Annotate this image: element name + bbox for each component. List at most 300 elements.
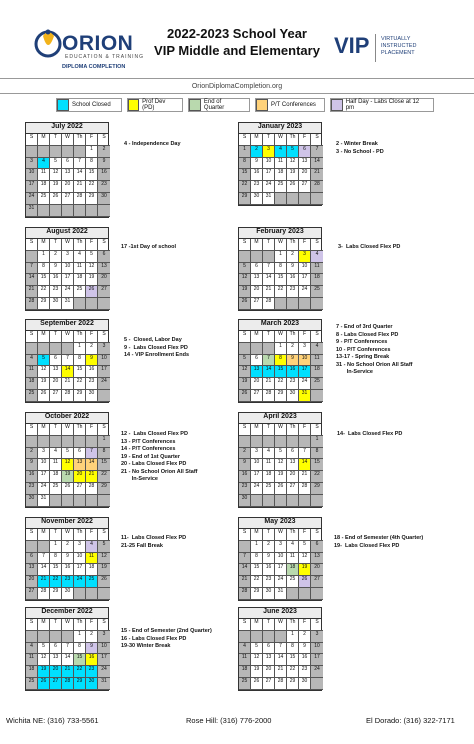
calendar-day: 24 xyxy=(299,286,311,298)
calendar-day: 1 xyxy=(38,251,50,263)
calendar-day: 27 xyxy=(287,483,299,495)
calendar-day: 5 xyxy=(98,541,110,553)
calendar-day: 28 xyxy=(299,483,311,495)
calendar-day: 19 xyxy=(38,378,50,390)
day-header: Th xyxy=(74,239,86,251)
calendar-day: 31 xyxy=(275,588,287,600)
calendar-day: 16 xyxy=(287,366,299,378)
calendar-day: 19 xyxy=(287,169,299,181)
calendar-day: 20 xyxy=(299,169,311,181)
calendar-day: 29 xyxy=(86,193,98,205)
empty-day xyxy=(38,146,50,158)
calendar-day: 21 xyxy=(74,181,86,193)
calendar-day: 30 xyxy=(287,390,299,402)
calendar-day: 20 xyxy=(287,471,299,483)
calendar-day: 17 xyxy=(62,274,74,286)
calendar-day: 5 xyxy=(38,355,50,367)
calendar-day: 27 xyxy=(62,193,74,205)
month-calendar xyxy=(238,607,322,691)
calendar-day: 10 xyxy=(62,263,74,275)
calendar-day: 26 xyxy=(38,390,50,402)
calendar-day: 14 xyxy=(62,654,74,666)
calendar-day: 27 xyxy=(251,298,263,310)
month-calendar xyxy=(25,122,109,218)
calendar-day: 13 xyxy=(50,366,62,378)
calendar-day: 6 xyxy=(263,643,275,655)
empty-day xyxy=(74,298,86,310)
empty-day xyxy=(38,541,50,553)
calendar-day: 4 xyxy=(263,448,275,460)
day-header: T xyxy=(263,619,275,631)
calendar-day: 22 xyxy=(239,181,251,193)
calendar-day: 8 xyxy=(38,263,50,275)
calendar-day: 30 xyxy=(98,193,110,205)
month-events: 4 - Independence Day xyxy=(124,141,181,147)
calendar-day: 5 xyxy=(287,146,299,158)
calendar-day: 22 xyxy=(74,666,86,678)
calendar-day: 18 xyxy=(38,181,50,193)
empty-day xyxy=(275,193,287,205)
calendar-day: 22 xyxy=(50,576,62,588)
empty-day xyxy=(74,146,86,158)
calendar-day: 27 xyxy=(98,286,110,298)
calendar-day: 10 xyxy=(311,643,323,655)
day-header: S xyxy=(311,529,323,541)
calendar-day: 8 xyxy=(239,158,251,170)
day-header: W xyxy=(275,331,287,343)
calendar-day: 14 xyxy=(311,158,323,170)
calendar-day: 26 xyxy=(98,576,110,588)
day-header: M xyxy=(251,134,263,146)
calendar-day: 15 xyxy=(311,459,323,471)
month-title: December 2022 xyxy=(26,608,108,619)
calendar-day: 14 xyxy=(26,274,38,286)
month-title: January 2023 xyxy=(239,123,321,134)
calendar-day: 9 xyxy=(287,355,299,367)
calendar-day: 11 xyxy=(287,553,299,565)
day-header: S xyxy=(311,239,323,251)
calendar-day: 28 xyxy=(26,298,38,310)
day-header: S xyxy=(239,424,251,436)
calendar-day: 8 xyxy=(311,448,323,460)
calendar-day: 26 xyxy=(239,298,251,310)
calendar-day: 28 xyxy=(239,588,251,600)
calendar-day: 22 xyxy=(275,378,287,390)
calendar-day: 9 xyxy=(299,643,311,655)
calendar-day: 12 xyxy=(98,553,110,565)
empty-day xyxy=(26,541,38,553)
day-header: S xyxy=(98,529,110,541)
calendar-day: 23 xyxy=(239,483,251,495)
day-header: T xyxy=(50,424,62,436)
calendar-day: 21 xyxy=(26,286,38,298)
calendar-day: 21 xyxy=(263,286,275,298)
calendar-day: 24 xyxy=(98,378,110,390)
legend-label: Prof Dev (PD) xyxy=(142,99,166,111)
calendar-day: 19 xyxy=(251,666,263,678)
calendar-day: 20 xyxy=(251,378,263,390)
calendar-day: 23 xyxy=(263,576,275,588)
calendar-day: 8 xyxy=(287,643,299,655)
calendar-day: 27 xyxy=(26,588,38,600)
calendar-day: 16 xyxy=(299,654,311,666)
calendar-day: 21 xyxy=(62,666,74,678)
calendar-day: 5 xyxy=(50,158,62,170)
calendar-day: 24 xyxy=(311,666,323,678)
calendar-day: 9 xyxy=(86,355,98,367)
calendar-day: 27 xyxy=(299,181,311,193)
month-calendar xyxy=(238,122,322,206)
calendar-day: 2 xyxy=(86,631,98,643)
month-title: April 2023 xyxy=(239,413,321,424)
calendar-day: 14 xyxy=(263,274,275,286)
calendar-day: 23 xyxy=(287,286,299,298)
calendar-day: 7 xyxy=(86,448,98,460)
month-calendar xyxy=(25,319,109,403)
day-header: F xyxy=(86,619,98,631)
website-link[interactable]: OrionDiplomaCompletion.org xyxy=(191,83,283,90)
calendar-day: 10 xyxy=(74,553,86,565)
vip-divider xyxy=(375,34,376,62)
calendar-day: 12 xyxy=(62,459,74,471)
calendar-day: 2 xyxy=(299,631,311,643)
calendar-day: 6 xyxy=(98,251,110,263)
month-calendar xyxy=(25,227,109,311)
month-events: 17 -1st Day of school xyxy=(121,244,177,250)
calendar-day: 15 xyxy=(86,169,98,181)
calendar-day: 17 xyxy=(251,471,263,483)
day-header: T xyxy=(50,331,62,343)
calendar-day: 23 xyxy=(50,286,62,298)
calendar-day: 30 xyxy=(62,588,74,600)
empty-day xyxy=(50,495,62,507)
calendar-day: 30 xyxy=(86,390,98,402)
calendar-day: 28 xyxy=(38,588,50,600)
calendar-day: 1 xyxy=(74,631,86,643)
calendar-day: 17 xyxy=(74,564,86,576)
day-header: F xyxy=(299,239,311,251)
calendar-day: 7 xyxy=(263,263,275,275)
month-title: March 2023 xyxy=(239,320,321,331)
calendar-day: 26 xyxy=(38,678,50,690)
calendar-day: 16 xyxy=(86,654,98,666)
calendar-day: 7 xyxy=(299,448,311,460)
calendar-day: 30 xyxy=(251,193,263,205)
calendar-day: 11 xyxy=(26,654,38,666)
empty-day xyxy=(287,436,299,448)
calendar-day: 29 xyxy=(74,678,86,690)
empty-day xyxy=(251,436,263,448)
calendar-day: 15 xyxy=(239,169,251,181)
empty-day xyxy=(98,205,110,217)
calendar-day: 15 xyxy=(74,366,86,378)
day-header: Th xyxy=(287,529,299,541)
day-header: W xyxy=(62,134,74,146)
calendar-day: 19 xyxy=(299,564,311,576)
legend-label: P/T Conferences xyxy=(271,102,316,108)
day-header: T xyxy=(263,331,275,343)
calendar-day: 31 xyxy=(98,678,110,690)
day-header: W xyxy=(275,529,287,541)
calendar-day: 18 xyxy=(287,564,299,576)
day-header: S xyxy=(311,424,323,436)
month-calendar xyxy=(238,319,322,403)
calendar-day: 8 xyxy=(98,448,110,460)
calendar-day: 22 xyxy=(74,378,86,390)
calendar-day: 28 xyxy=(263,298,275,310)
calendar-day: 25 xyxy=(26,678,38,690)
calendar-day: 5 xyxy=(239,263,251,275)
calendar-day: 11 xyxy=(311,355,323,367)
calendar-day: 21 xyxy=(62,378,74,390)
org-name: ORION xyxy=(62,32,134,55)
calendar-day: 10 xyxy=(275,553,287,565)
calendar-day: 29 xyxy=(98,483,110,495)
calendar-day: 31 xyxy=(26,205,38,217)
calendar-day: 14 xyxy=(62,366,74,378)
month-events: 14- Labs Closed Flex PD xyxy=(337,431,403,437)
calendar-day: 31 xyxy=(299,390,311,402)
empty-day xyxy=(86,298,98,310)
calendar-day: 7 xyxy=(275,643,287,655)
month-events: 11- Labs Closed Flex PD 21-25 Fall Break xyxy=(121,535,187,549)
calendar-day: 1 xyxy=(275,343,287,355)
empty-day xyxy=(62,343,74,355)
calendar-day: 25 xyxy=(38,193,50,205)
empty-day xyxy=(38,205,50,217)
calendar-day: 3 xyxy=(98,631,110,643)
calendar-day: 3 xyxy=(311,631,323,643)
empty-day xyxy=(275,631,287,643)
calendar-day: 1 xyxy=(275,251,287,263)
calendar-day: 17 xyxy=(98,654,110,666)
calendar-day: 3 xyxy=(26,158,38,170)
month-title: February 2023 xyxy=(239,228,321,239)
empty-day xyxy=(26,251,38,263)
calendar-day: 8 xyxy=(74,643,86,655)
empty-day xyxy=(86,495,98,507)
empty-day xyxy=(311,588,323,600)
day-header: Th xyxy=(74,424,86,436)
calendar-day: 5 xyxy=(299,541,311,553)
day-header: S xyxy=(98,619,110,631)
calendar-day: 12 xyxy=(38,366,50,378)
day-header: M xyxy=(38,134,50,146)
calendar-day: 27 xyxy=(74,483,86,495)
calendar-day: 5 xyxy=(275,448,287,460)
calendar-day: 30 xyxy=(86,678,98,690)
empty-day xyxy=(275,495,287,507)
month-events: 5 - Closed, Labor Day 9 - Labs Closed Flex PD 14 - VIP Enrollment Ends xyxy=(124,337,189,358)
empty-day xyxy=(26,146,38,158)
calendar-day: 18 xyxy=(239,666,251,678)
calendar-day: 10 xyxy=(26,169,38,181)
calendar-day: 13 xyxy=(299,158,311,170)
empty-day xyxy=(299,495,311,507)
calendar-day: 3 xyxy=(263,146,275,158)
empty-day xyxy=(50,146,62,158)
calendar-day: 18 xyxy=(86,564,98,576)
calendar-day: 29 xyxy=(275,390,287,402)
vip-sub-1: VIRTUALLY xyxy=(381,36,411,42)
empty-day xyxy=(287,588,299,600)
calendar-day: 28 xyxy=(311,181,323,193)
calendar-day: 14 xyxy=(239,564,251,576)
empty-day xyxy=(251,631,263,643)
calendar-day: 22 xyxy=(98,471,110,483)
day-header: S xyxy=(239,331,251,343)
calendar-day: 29 xyxy=(38,298,50,310)
calendar-day: 22 xyxy=(86,181,98,193)
calendar-day: 11 xyxy=(50,459,62,471)
day-header: W xyxy=(62,424,74,436)
month-title: August 2022 xyxy=(26,228,108,239)
empty-day xyxy=(311,298,323,310)
calendar-day: 19 xyxy=(239,286,251,298)
calendar-day: 14 xyxy=(38,564,50,576)
calendar-day: 18 xyxy=(74,274,86,286)
calendar-day: 18 xyxy=(26,666,38,678)
month-calendar xyxy=(238,227,322,311)
empty-day xyxy=(50,631,62,643)
calendar-day: 24 xyxy=(299,378,311,390)
calendar-day: 20 xyxy=(62,181,74,193)
calendar-day: 15 xyxy=(275,274,287,286)
day-header: T xyxy=(50,239,62,251)
calendar-day: 17 xyxy=(299,366,311,378)
calendar-day: 13 xyxy=(74,459,86,471)
calendar-day: 2 xyxy=(98,146,110,158)
calendar-day: 12 xyxy=(86,263,98,275)
calendar-day: 15 xyxy=(275,366,287,378)
calendar-day: 6 xyxy=(26,553,38,565)
calendar-day: 18 xyxy=(50,471,62,483)
day-header: W xyxy=(275,424,287,436)
calendar-day: 7 xyxy=(263,355,275,367)
calendar-day: 24 xyxy=(275,576,287,588)
day-header: F xyxy=(86,134,98,146)
calendar-day: 16 xyxy=(86,366,98,378)
calendar-day: 26 xyxy=(86,286,98,298)
calendar-day: 10 xyxy=(98,643,110,655)
calendar-day: 9 xyxy=(263,553,275,565)
empty-day xyxy=(26,343,38,355)
empty-day xyxy=(263,495,275,507)
calendar-day: 20 xyxy=(98,274,110,286)
calendar-day: 29 xyxy=(50,588,62,600)
calendar-day: 29 xyxy=(251,588,263,600)
month-title: September 2022 xyxy=(26,320,108,331)
empty-day xyxy=(263,343,275,355)
day-header: F xyxy=(299,424,311,436)
calendar-day: 11 xyxy=(74,263,86,275)
calendar-day: 14 xyxy=(263,366,275,378)
empty-day xyxy=(86,205,98,217)
empty-day xyxy=(38,631,50,643)
calendar-day: 2 xyxy=(251,146,263,158)
calendar-day: 4 xyxy=(86,541,98,553)
day-header: S xyxy=(26,619,38,631)
empty-day xyxy=(311,390,323,402)
empty-day xyxy=(74,436,86,448)
calendar-day: 27 xyxy=(311,576,323,588)
calendar-day: 4 xyxy=(74,251,86,263)
calendar-day: 12 xyxy=(275,459,287,471)
legend-item xyxy=(56,98,122,112)
day-header: S xyxy=(239,619,251,631)
calendar-day: 15 xyxy=(74,654,86,666)
calendar-day: 6 xyxy=(311,541,323,553)
calendar-day: 4 xyxy=(287,541,299,553)
calendar-day: 13 xyxy=(98,263,110,275)
calendar-day: 28 xyxy=(263,390,275,402)
calendar-day: 1 xyxy=(98,436,110,448)
day-header: Th xyxy=(287,239,299,251)
empty-day xyxy=(251,251,263,263)
legend-swatch xyxy=(57,99,69,111)
day-header: S xyxy=(26,331,38,343)
day-header: Th xyxy=(74,134,86,146)
calendar-day: 9 xyxy=(26,459,38,471)
legend-item xyxy=(255,98,325,112)
empty-day xyxy=(74,495,86,507)
calendar-day: 4 xyxy=(311,343,323,355)
calendar-day: 27 xyxy=(50,678,62,690)
calendar-day: 11 xyxy=(38,169,50,181)
empty-day xyxy=(275,436,287,448)
calendar-day: 14 xyxy=(74,169,86,181)
day-header: W xyxy=(62,619,74,631)
calendar-day: 21 xyxy=(299,471,311,483)
calendar-day: 15 xyxy=(50,564,62,576)
day-header: S xyxy=(98,424,110,436)
calendar-day: 13 xyxy=(287,459,299,471)
vip-logo: VIP xyxy=(334,33,370,58)
calendar-day: 3 xyxy=(251,448,263,460)
day-header: M xyxy=(38,331,50,343)
month-calendar xyxy=(25,607,109,691)
calendar-day: 3 xyxy=(98,343,110,355)
calendar-day: 1 xyxy=(251,541,263,553)
calendar-day: 24 xyxy=(263,181,275,193)
calendar-day: 5 xyxy=(239,355,251,367)
day-header: Th xyxy=(74,529,86,541)
month-title: May 2023 xyxy=(239,518,321,529)
empty-day xyxy=(251,495,263,507)
divider-top xyxy=(0,78,474,79)
day-header: M xyxy=(251,619,263,631)
calendar-day: 13 xyxy=(50,654,62,666)
calendar-day: 15 xyxy=(287,654,299,666)
calendar-day: 4 xyxy=(239,643,251,655)
day-header: F xyxy=(299,134,311,146)
calendar-day: 24 xyxy=(98,666,110,678)
empty-day xyxy=(62,146,74,158)
calendar-day: 1 xyxy=(50,541,62,553)
legend-swatch xyxy=(189,99,201,111)
legend-label: End of Quarter xyxy=(203,99,225,111)
day-header: S xyxy=(311,331,323,343)
calendar-day: 9 xyxy=(98,158,110,170)
month-events: 15 - End of Semester (2nd Quarter) 16 - Labs Closed Flex PD 19-30 Winter Break xyxy=(121,628,212,649)
legend-item xyxy=(127,98,183,112)
legend-item xyxy=(330,98,434,112)
month-calendar xyxy=(238,412,322,508)
day-header: Th xyxy=(287,331,299,343)
day-header: T xyxy=(50,134,62,146)
day-header: T xyxy=(263,529,275,541)
calendar-day: 4 xyxy=(311,251,323,263)
